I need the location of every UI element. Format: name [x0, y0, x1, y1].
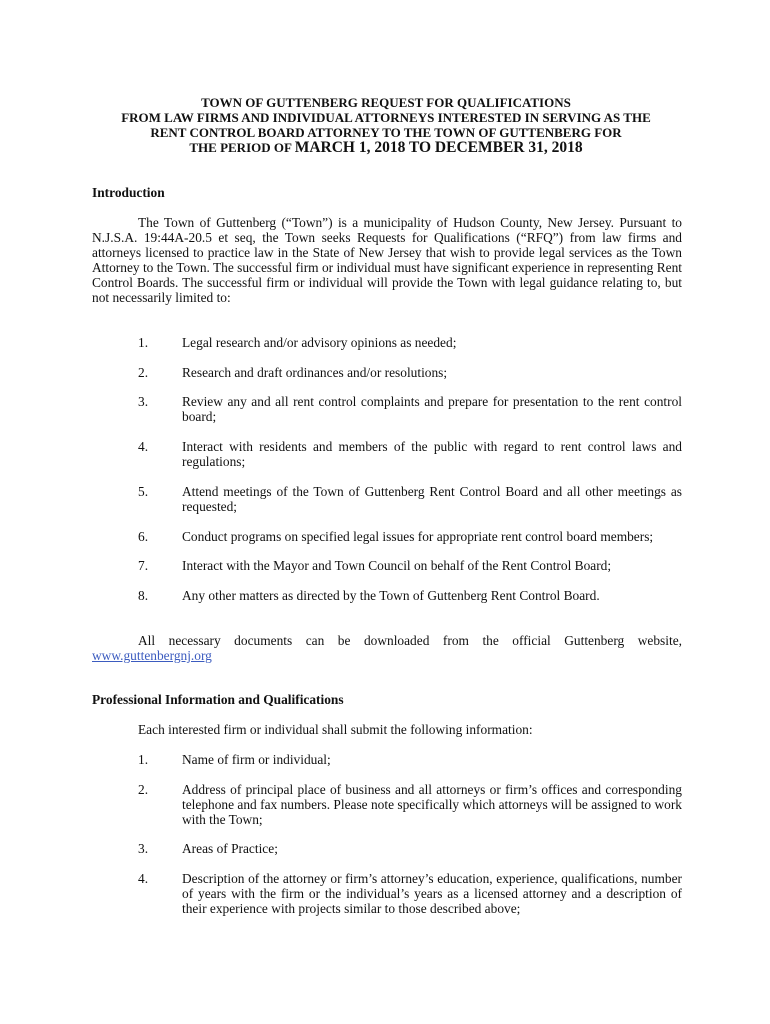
service-item-number: 5. — [138, 484, 149, 499]
service-item — [92, 439, 682, 469]
title-line-3: RENT CONTROL BOARD ATTORNEY TO THE TOWN OF GUTTENBERG FOR — [150, 125, 622, 140]
service-item-text: Interact with residents and members of the public with regard to rent control laws and regulations; — [182, 439, 682, 469]
introduction-paragraph: The Town of Guttenberg (“Town”) is a municipality of Hudson County, New Jersey. Pursuant to N.J.S.A. 19:44A-20.5 et seq, the Town seeks Requests for Qualifications (“RFQ”) from law firms and attorneys licensed to practice law in the State of New Jersey that wish to provide legal services as the Town Attorney to the Town. The successful firm or individual must have significant experience in representing Rent Control Boards. The successful firm or individual will provide the Town with legal guidance relating to, but not necessarily limited to: — [92, 215, 682, 305]
qualification-item — [92, 782, 682, 827]
title-line-2: FROM LAW FIRMS AND INDIVIDUAL ATTORNEYS INTERESTED IN SERVING AS THE — [121, 110, 651, 125]
website-link[interactable]: www.guttenbergnj.org — [92, 648, 212, 663]
service-item-text: Attend meetings of the Town of Guttenberg Rent Control Board and all other meetings as requested; — [182, 484, 682, 514]
title-period-prefix: THE PERIOD OF — [189, 140, 295, 155]
qualification-item-number: 1. — [138, 752, 149, 767]
service-item-text: Conduct programs on specified legal issues for appropriate rent control board members; — [182, 529, 654, 544]
qualification-item — [92, 871, 682, 916]
downloads-paragraph — [92, 633, 682, 663]
service-item-number: 6. — [138, 529, 149, 544]
service-item-number: 3. — [138, 394, 149, 409]
service-item — [92, 529, 682, 544]
title-line-1: TOWN OF GUTTENBERG REQUEST FOR QUALIFICATIONS — [201, 95, 571, 110]
service-item-number: 7. — [138, 558, 149, 573]
service-item-number: 8. — [138, 588, 149, 603]
service-item — [92, 394, 682, 424]
service-item-text: Research and draft ordinances and/or resolutions; — [182, 365, 448, 380]
qualification-item-number: 4. — [138, 871, 149, 886]
downloads-text: All necessary documents can be downloaded from the official Guttenberg website, — [138, 633, 682, 648]
qualification-item-number: 2. — [138, 782, 149, 797]
qualifications-heading: Professional Information and Qualifications — [92, 692, 344, 707]
service-item-number: 4. — [138, 439, 149, 454]
introduction-heading: Introduction — [92, 185, 165, 200]
service-item-number: 1. — [138, 335, 149, 350]
service-item-text: Legal research and/or advisory opinions as needed; — [182, 335, 457, 350]
service-item — [92, 335, 682, 350]
qualification-item-text: Address of principal place of business and all attorneys or firm’s offices and corresponding telephone and fax numbers. Please note specifically which attorneys will be assigned to work with the Town; — [182, 782, 682, 827]
qualification-item-number: 3. — [138, 841, 149, 856]
qualification-item-text: Areas of Practice; — [182, 841, 278, 856]
service-item — [92, 558, 682, 573]
title-line-4 — [90, 140, 682, 155]
document-title — [90, 95, 682, 155]
qualification-item-text: Name of firm or individual; — [182, 752, 331, 767]
service-item-text: Interact with the Mayor and Town Council on behalf of the Rent Control Board; — [182, 558, 612, 573]
service-item-text: Any other matters as directed by the Town of Guttenberg Rent Control Board. — [182, 588, 600, 603]
service-item — [92, 484, 682, 514]
service-item — [92, 588, 682, 603]
qualification-item — [92, 841, 682, 856]
title-period-dates: MARCH 1, 2018 TO DECEMBER 31, 2018 — [294, 139, 583, 156]
service-item-text: Review any and all rent control complaints and prepare for presentation to the rent control board; — [182, 394, 682, 424]
service-item-number: 2. — [138, 365, 149, 380]
service-item — [92, 365, 682, 380]
qualification-item — [92, 752, 682, 767]
qualifications-intro: Each interested firm or individual shall submit the following information: — [138, 722, 533, 737]
qualification-item-text: Description of the attorney or firm’s attorney’s education, experience, qualifications, number of years with the firm or the individual’s years as a licensed attorney and a description of their experience with projects similar to those described above; — [182, 871, 682, 916]
